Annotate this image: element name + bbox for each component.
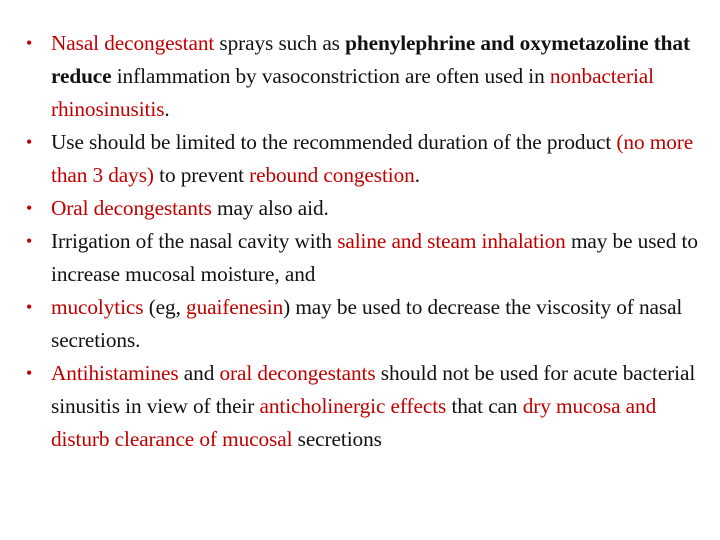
body-text: that can bbox=[446, 394, 523, 418]
bullet-item bbox=[26, 126, 706, 192]
bullet-dot-icon: • bbox=[26, 297, 33, 317]
body-text: secretions bbox=[292, 427, 382, 451]
highlighted-text: (no more than 3 days) bbox=[51, 130, 694, 187]
highlighted-text: rebound congestion bbox=[249, 163, 415, 187]
body-text: inflammation by vasoconstriction are often used in bbox=[111, 64, 550, 88]
bullet-item bbox=[26, 225, 706, 291]
body-text: may also aid. bbox=[211, 196, 329, 220]
body-text: to prevent bbox=[153, 163, 250, 187]
highlighted-text: mucolytics bbox=[51, 295, 144, 319]
body-text: . bbox=[414, 163, 420, 187]
body-text: Irrigation of the nasal cavity with bbox=[51, 229, 338, 253]
body-text: and bbox=[178, 361, 220, 385]
bullet-dot-icon: • bbox=[26, 33, 33, 53]
bullet-dot-icon: • bbox=[26, 198, 33, 218]
bullet-dot-icon: • bbox=[26, 363, 33, 383]
bullet-list bbox=[26, 27, 706, 456]
highlighted-text: dry mucosa and disturb clearance of mucosal bbox=[51, 394, 657, 451]
highlighted-text: anticholinergic effects bbox=[259, 394, 447, 418]
body-text: (eg, bbox=[143, 295, 187, 319]
highlighted-text: Oral decongestants bbox=[51, 196, 212, 220]
highlighted-text: saline and steam inhalation bbox=[337, 229, 566, 253]
bullet-item bbox=[26, 27, 706, 126]
bullet-item bbox=[26, 192, 706, 225]
body-text: Use should be limited to the recommended duration of the product bbox=[51, 130, 617, 154]
body-text: . bbox=[164, 97, 170, 121]
body-text: may be used to increase mucosal moisture, and bbox=[51, 229, 698, 286]
highlighted-text: oral decongestants bbox=[219, 361, 376, 385]
body-text: should not be used for acute bacterial sinusitis in view of their bbox=[51, 361, 696, 418]
bullet-dot-icon: • bbox=[26, 132, 33, 152]
body-text: sprays such as bbox=[214, 31, 346, 55]
highlighted-text: nonbacterial rhinosinusitis bbox=[51, 64, 654, 121]
highlighted-text: Nasal decongestant bbox=[51, 31, 215, 55]
bullet-item bbox=[26, 357, 706, 456]
bold-text: phenylephrine and oxymetazoline that reduce bbox=[51, 31, 690, 88]
bullet-item bbox=[26, 291, 706, 357]
bullet-dot-icon: • bbox=[26, 231, 33, 251]
body-text: ) may be used to decrease the viscosity of nasal secretions. bbox=[51, 295, 683, 352]
highlighted-text: guaifenesin bbox=[186, 295, 284, 319]
highlighted-text: Antihistamines bbox=[51, 361, 179, 385]
